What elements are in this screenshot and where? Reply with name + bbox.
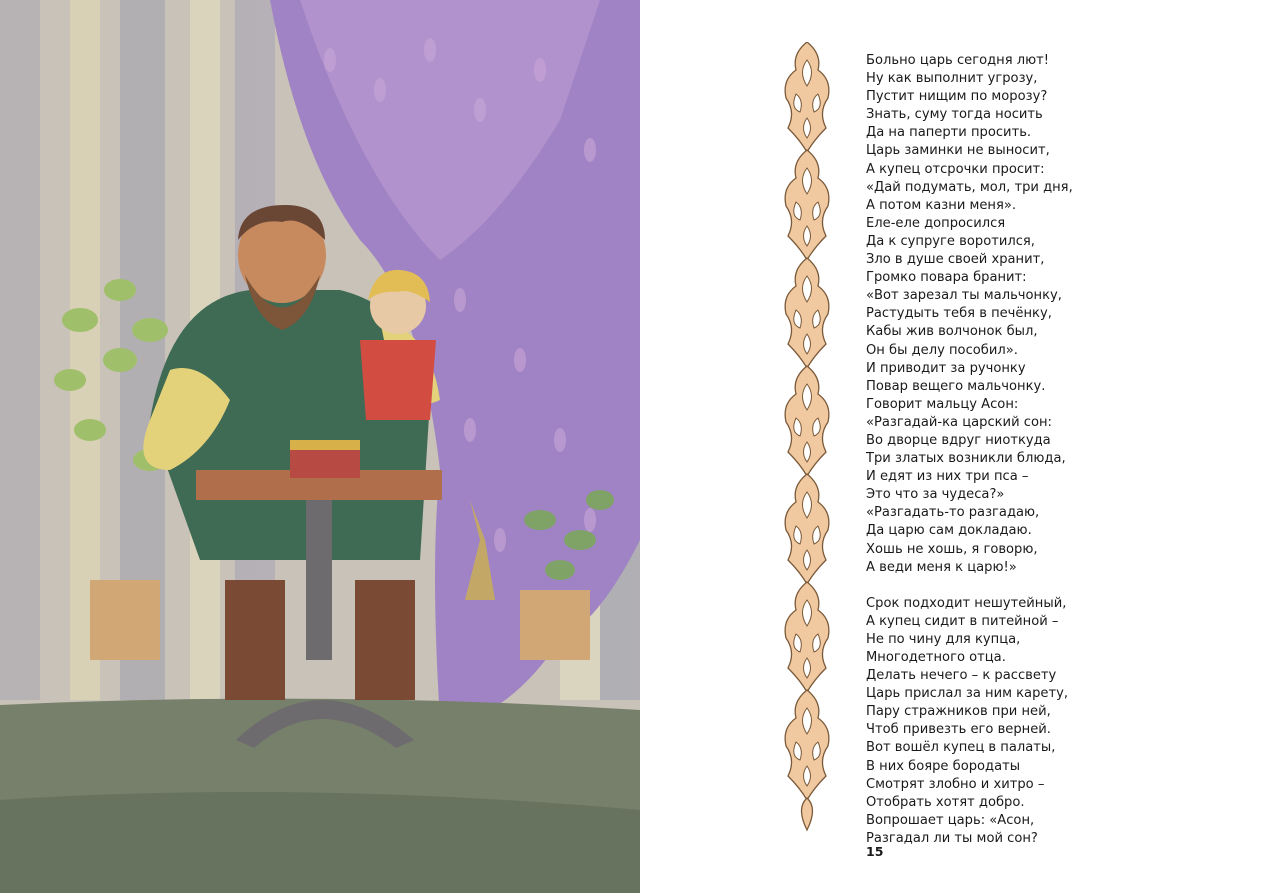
- poem-line: Вот вошёл купец в палаты,: [866, 740, 1056, 756]
- poem-line: А купец сидит в питейной –: [866, 613, 1059, 629]
- poem-line: Хошь не хошь, я говорю,: [866, 541, 1038, 557]
- poem-line: «Дай подумать, мол, три дня,: [866, 179, 1073, 195]
- page-number: 15: [866, 844, 884, 859]
- poem-line: А веди меня к царю!»: [866, 559, 1017, 575]
- poem-line: Многодетного отца.: [866, 650, 1006, 665]
- poem-line: Не по чину для купца,: [866, 631, 1021, 647]
- poem-line: Вопрошает царь: «Асон,: [866, 812, 1035, 828]
- poem-line: И приводит за ручонку: [866, 360, 1026, 376]
- stanza-break: [866, 577, 1266, 595]
- poem-line: Громко повара бранит:: [866, 270, 1027, 286]
- poem-line: Пару стражников при ней,: [866, 704, 1051, 720]
- poem-line: Еле-еле допросился: [866, 215, 1006, 231]
- poem-line: Больно царь сегодня лют!: [866, 53, 1050, 68]
- poem-line: Смотрят злобно и хитро –: [866, 776, 1045, 792]
- poem-line: Зло в душе своей хранит,: [866, 252, 1045, 268]
- poem-line: И едят из них три пса –: [866, 469, 1029, 485]
- poem-line: «Разгадай-ка царский сон:: [866, 414, 1052, 430]
- poem-text: [866, 52, 1266, 848]
- poem-line: Срок подходит нешутейный,: [866, 595, 1067, 611]
- poem-line: Знать, суму тогда носить: [866, 107, 1043, 123]
- poem-line: Да царю сам докладаю.: [866, 523, 1032, 539]
- poem-line: Царь прислал за ним карету,: [866, 686, 1068, 702]
- poem-line: Говорит мальцу Асон:: [866, 396, 1019, 412]
- poem-line: Отобрать хотят добро.: [866, 794, 1025, 810]
- poem-line: Да на паперти просить.: [866, 125, 1032, 141]
- poem-line: Кабы жив волчонок был,: [866, 324, 1038, 340]
- poem-line: «Разгадать-то разгадаю,: [866, 505, 1040, 521]
- poem-line: Разгадал ли ты мой сон?: [866, 830, 1038, 846]
- poem-line: Да к супруге воротился,: [866, 233, 1035, 249]
- decorative-ornament: [774, 42, 840, 832]
- poem-line: А потом казни меня».: [866, 197, 1017, 213]
- poem-line: В них бояре бородаты: [866, 758, 1021, 774]
- poem-line: Ну как выполнит угрозу,: [866, 71, 1038, 87]
- poem-line: «Вот зарезал ты мальчонку,: [866, 288, 1062, 304]
- poem-line: Растудыть тебя в печёнку,: [866, 306, 1052, 322]
- poem-line: Во дворце вдруг ниоткуда: [866, 432, 1051, 448]
- poem-line: Делать нечего – к рассвету: [866, 668, 1057, 684]
- poem-line: А купец отсрочки просит:: [866, 161, 1045, 177]
- poem-line: Чтоб привезть его верней.: [866, 722, 1051, 738]
- poem-line: Повар вещего мальчонку.: [866, 378, 1046, 394]
- poem-line: Три златых возникли блюда,: [866, 451, 1066, 467]
- poem-line: Царь заминки не выносит,: [866, 143, 1050, 159]
- poem-line: Это что за чудеса?»: [866, 487, 1005, 503]
- poem-line: Пустит нищим по морозу?: [866, 89, 1048, 105]
- poem-line: Он бы делу пособил».: [866, 342, 1018, 358]
